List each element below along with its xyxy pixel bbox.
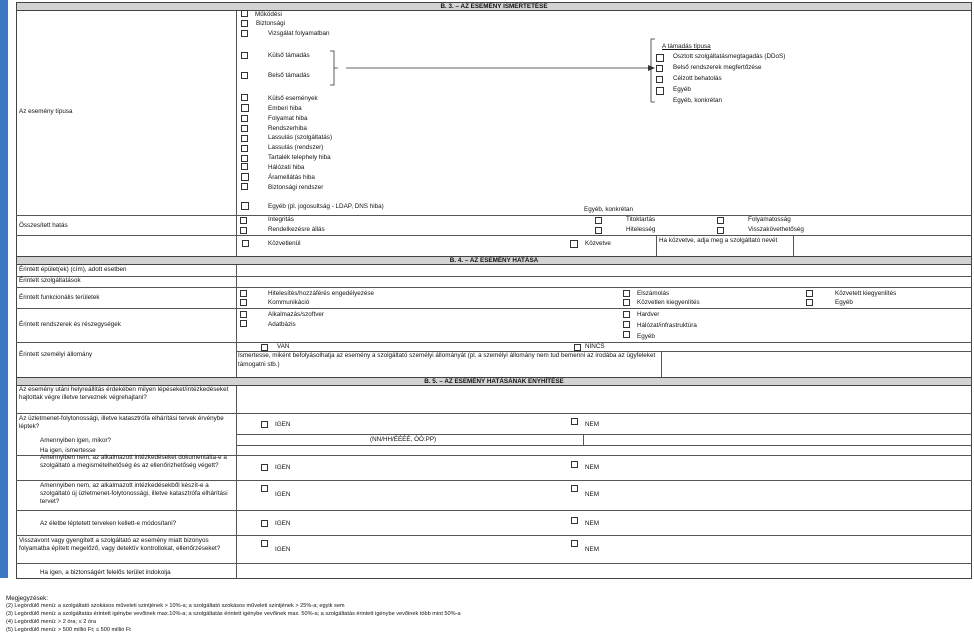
event-type-checkbox[interactable] [241, 163, 248, 170]
row-divider [16, 308, 972, 309]
documented-yes-label: IGEN [275, 464, 291, 471]
impact-continuity-label: Folyamatosság [748, 216, 791, 223]
controls-no-checkbox[interactable] [571, 540, 578, 547]
row-divider [16, 535, 972, 536]
row-divider [16, 235, 972, 236]
impact-availability-label: Rendelkezésre állás [268, 226, 325, 233]
new-bcp-no-checkbox[interactable] [571, 485, 578, 492]
attack-type-label: Osztott szolgáltatásmegtagadás (DDoS) [673, 53, 786, 60]
row-divider [16, 342, 972, 343]
controls-yes-label: IGEN [275, 546, 291, 553]
controls-yes-checkbox[interactable] [261, 540, 268, 547]
event-type-checkbox[interactable] [241, 173, 249, 181]
left-accent-bar [0, 0, 8, 578]
note-line: (2) Legördülő menü: a szolgáltató szokásos műveleti szintjének > 10%-a; a szolgáltató szokásos műveleti szintjének > 25%-a; egyik sem [6, 603, 345, 609]
column-divider [236, 11, 237, 256]
event-type-label: Az esemény típusa [19, 108, 73, 115]
bcp-datetime-format: (NN/HH/ÉÉÉÉ, ÓÓ:PP) [370, 436, 437, 443]
cell-divider [661, 351, 662, 377]
sys-network-label: Hálózat/infrastruktúra [637, 322, 697, 329]
attack-type-label: Egyéb [673, 86, 691, 93]
event-type-label: Biztonsági [256, 20, 286, 27]
impact-authenticity-label: Hitelesség [626, 226, 656, 233]
sys-other-checkbox[interactable] [623, 331, 630, 338]
event-type-checkbox[interactable] [241, 72, 248, 79]
impact-confidentiality-label: Titoktartás [626, 216, 656, 223]
column-divider [236, 386, 237, 579]
staff-impact-input[interactable] [663, 353, 969, 375]
impact-availability-checkbox[interactable] [240, 227, 247, 234]
event-type-checkbox[interactable] [241, 20, 248, 27]
func-direct-settlement-label: Közvetlen kiegyenlítés [637, 299, 700, 306]
event-type-label: Lassulás (szolgáltatás) [268, 134, 333, 141]
impact-authenticity-checkbox[interactable] [595, 227, 602, 234]
event-type-checkbox[interactable] [241, 30, 248, 37]
row-divider [16, 215, 972, 216]
event-type-checkbox[interactable] [241, 125, 248, 132]
event-type-checkbox[interactable] [241, 104, 249, 112]
bcp-no-label: NEM [585, 421, 599, 428]
event-type-label: Lassulás (rendszer) [268, 144, 324, 151]
event-type-label: Külső támadás [268, 52, 310, 59]
sys-network-checkbox[interactable] [623, 321, 630, 328]
row-divider [16, 480, 972, 481]
impact-integrity-checkbox[interactable] [240, 217, 247, 224]
sys-other-label: Egyéb [637, 333, 655, 340]
event-type-label: Emberi hiba [268, 105, 302, 112]
indirect-provider-note: Ha közvetve, adja meg a szolgáltató nevét [659, 237, 778, 244]
direct-checkbox[interactable] [242, 240, 249, 247]
staff-yes-checkbox[interactable] [261, 344, 268, 351]
section-header-b3: B. 3. – AZ ESEMÉNY ISMERTETÉSE [16, 2, 972, 11]
bcp-describe-label: Ha igen, ismertesse [40, 447, 96, 454]
modified-yes-label: IGEN [275, 520, 291, 527]
sys-app-label: Alkalmazás/szoftver [268, 311, 324, 318]
staff-yes-label: VAN [277, 343, 290, 350]
bcp-no-checkbox[interactable] [571, 418, 578, 425]
event-type-checkbox[interactable] [241, 145, 248, 152]
sys-db-label: Adatbázis [268, 321, 296, 328]
impact-confidentiality-checkbox[interactable] [595, 217, 602, 224]
section-header-b5: B. 5. – AZ ESEMÉNY HATÁSÁNAK ENYHÍTÉSE [16, 377, 972, 386]
event-type-label: Folyamat hiba [268, 115, 308, 122]
event-type-checkbox[interactable] [241, 155, 248, 162]
func-auth-label: Hitelesítés/hozzáférés engedélyezése [268, 290, 375, 297]
row-divider [16, 510, 972, 511]
event-type-checkbox[interactable] [241, 10, 248, 17]
indirect-label: Közvetve [585, 240, 611, 247]
event-type-checkbox[interactable] [241, 94, 248, 101]
event-type-checkbox[interactable] [241, 202, 249, 210]
indirect-checkbox[interactable] [570, 240, 578, 248]
affected-buildings-label: Érintett épület(ek) (cím), adott esetben [19, 266, 127, 273]
bcp-yes-checkbox[interactable] [261, 421, 268, 428]
impact-integrity-label: Integritás [268, 216, 294, 223]
bcp-describe-input[interactable] [238, 446, 970, 454]
event-type-label: Tartalék telephely hiba [268, 154, 331, 161]
attack-type-label: Célzott behatolás [673, 75, 722, 82]
func-other-checkbox[interactable] [806, 299, 813, 306]
sys-db-checkbox[interactable] [240, 320, 247, 327]
attack-type-label: Egyéb, konkrétan [673, 97, 723, 104]
bcp-activated-question: Az üzletmenet-folytonossági, illetve katasztrófa elhárítási tervek érvénybe léptek? [19, 415, 224, 430]
bcp-when-label: Amennyiben igen, mikor? [40, 437, 112, 444]
new-bcp-yes-label: IGEN [275, 491, 291, 498]
plans-modified-question: Az életbe léptetett terveken kellett-e módosítani? [40, 520, 177, 527]
cell-divider [656, 235, 657, 256]
event-type-label: Egyéb (pl. jogosultság - LDAP, DNS hiba) [268, 203, 384, 210]
func-direct-settlement-checkbox[interactable] [623, 299, 630, 306]
controls-no-label: NEM [585, 546, 599, 553]
row-divider [16, 287, 972, 288]
func-clearing-label: Elszámolás [637, 290, 670, 297]
recovery-steps-input[interactable] [238, 388, 970, 410]
attack-type-title: A támadás típusa [662, 43, 711, 50]
impact-continuity-checkbox[interactable] [717, 217, 724, 224]
staff-label: Érintett személyi állomány [19, 351, 93, 358]
modified-no-label: NEM [585, 520, 599, 527]
column-divider [236, 265, 237, 377]
documented-yes-checkbox[interactable] [261, 464, 268, 471]
direct-label: Közvetlenül [268, 240, 301, 247]
affected-buildings-input[interactable] [238, 266, 970, 275]
event-type-label: Vizsgálat folyamatban [268, 30, 330, 37]
bcp-yes-label: IGEN [275, 421, 291, 428]
section-header-b4: B. 4. – AZ ESEMÉNY HATÁSA [16, 256, 972, 265]
documented-no-label: NEM [585, 464, 599, 471]
documented-no-checkbox[interactable] [571, 461, 578, 468]
staff-no-checkbox[interactable] [574, 344, 581, 351]
func-other-label: Egyéb [835, 299, 853, 306]
sys-hw-label: Hardver [637, 311, 660, 318]
event-type-label: Rendszerhiba [268, 125, 307, 132]
attack-bracket [648, 38, 656, 104]
impact-traceability-label: Visszakövethetőség [748, 226, 804, 233]
event-type-label: Belső támadás [268, 72, 310, 79]
functional-areas-label: Érintett funkcionális területek [19, 294, 100, 301]
func-indirect-settlement-checkbox[interactable] [806, 290, 813, 297]
affected-services-label: Érintett szolgáltatások [19, 277, 81, 284]
note-line: (3) Legördülő menü: a szolgáltatás érintett igénybe vevőinek max.10%-a; a szolgáltatás érintett igénybe vevőinek max. 50%-a; a szolgáltatás érintett igénybe vevőinek több mint 50%-a [6, 611, 461, 617]
staff-description: Ismertesse, miként befolyásolhatja az esemény a szolgáltató személyi állományát (pl. a személyi állomány nem tud bemenni az irodába az ügyfeleket támogatni stb.) [238, 352, 656, 368]
controls-weakened-question: Visszavont vagy gyengített a szolgáltató az esemény miatt bizonyos folyamatba épített megelőző, vagy detektív kontrollokat, ellenőrzéseket? [19, 537, 221, 552]
security-justification-label: Ha igen, a biztonságért felelős terület indokolja [40, 569, 171, 576]
event-type-label: Hálózati hiba [268, 164, 305, 171]
notes-title: Megjegyzések: [6, 595, 48, 602]
event-type-checkbox[interactable] [241, 52, 248, 59]
row-divider [16, 563, 972, 564]
func-indirect-settlement-label: Közvetett kiegyenlítés [835, 290, 897, 297]
event-type-label: Áramellátás hiba [268, 174, 315, 181]
event-type-label: Külső események [268, 95, 318, 102]
attack-arrow [330, 50, 660, 86]
func-clearing-checkbox[interactable] [623, 290, 630, 297]
systems-label: Érintett rendszerek és részegységek [19, 321, 121, 328]
note-line: (4) Legördülő menü: > 2 óra; ≤ 2 óra [6, 619, 96, 625]
event-type-label: Működési [255, 11, 282, 18]
sys-app-checkbox[interactable] [240, 311, 247, 318]
func-auth-checkbox[interactable] [240, 290, 247, 297]
affected-services-input[interactable] [238, 277, 970, 286]
row-divider [236, 434, 972, 435]
note-line: (5) Legördülő menü: > 500 millió Ft; ≤ 500 millió Ft [6, 627, 131, 633]
event-type-checkbox[interactable] [241, 135, 248, 142]
new-bcp-question: Amennyiben nem, az alkalmazott intézkedésekből készít-e a szolgáltató új üzletmenet-folytonossági, illetve katasztrófa elhárítási tervet? [40, 482, 228, 505]
recovery-steps-question: Az esemény utáni helyreállítás érdekében milyen lépéseket/intézkedéseket hajtottak végre illetve terveznek végrehajtani? [19, 386, 229, 401]
cell-divider [583, 434, 584, 445]
row-divider [16, 413, 972, 414]
attack-type-checkbox[interactable] [656, 87, 664, 95]
func-comm-checkbox[interactable] [240, 299, 247, 306]
attack-type-checkbox[interactable] [656, 54, 664, 62]
cell-divider [793, 235, 794, 256]
attack-type-checkbox[interactable] [656, 65, 663, 72]
modified-yes-checkbox[interactable] [261, 520, 268, 527]
new-bcp-yes-checkbox[interactable] [261, 485, 268, 492]
sys-hw-checkbox[interactable] [623, 311, 630, 318]
other-specify-label: Egyéb, konkrétan [584, 206, 634, 213]
func-comm-label: Kommunikáció [268, 299, 310, 306]
indirect-provider-input[interactable] [795, 237, 969, 254]
attack-type-checkbox[interactable] [656, 76, 663, 83]
event-type-checkbox[interactable] [241, 115, 248, 122]
security-justification-input[interactable] [238, 565, 970, 577]
modified-no-checkbox[interactable] [571, 517, 578, 524]
event-type-checkbox[interactable] [241, 183, 248, 190]
total-impact-label: Összesített hatás [19, 222, 68, 229]
new-bcp-no-label: NEM [585, 491, 599, 498]
impact-traceability-checkbox[interactable] [717, 227, 724, 234]
event-type-label: Biztonsági rendszer [268, 184, 324, 191]
staff-no-label: NINCS [585, 343, 605, 350]
attack-type-label: Belső rendszerek megfertőzése [673, 64, 762, 71]
measures-documented-question: Amennyiben nem, az alkalmazott intézkedéseket dokumentálta-e a szolgáltató a megismételhetőség és az ellenőrizhetőség végett? [40, 454, 227, 469]
